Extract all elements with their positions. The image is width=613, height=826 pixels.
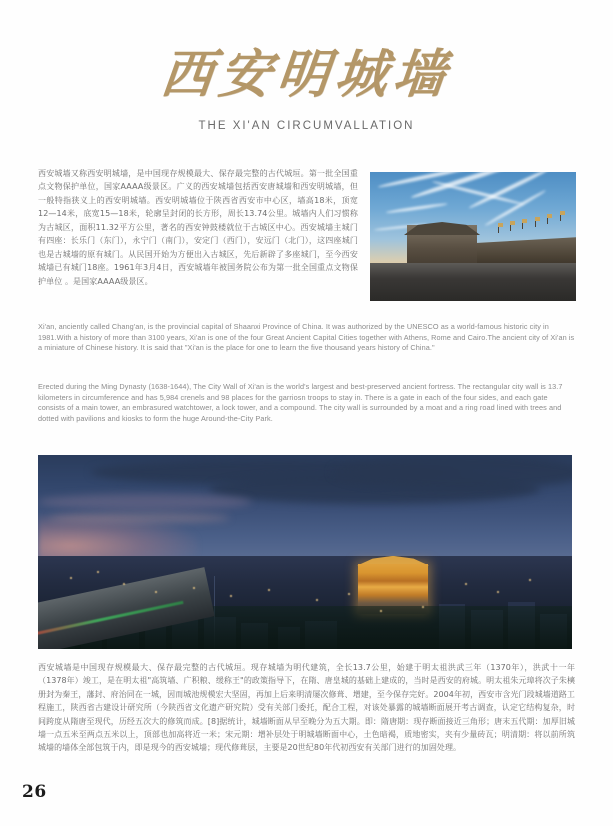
image-wall-gate-tower xyxy=(370,172,576,301)
english-paragraph-1: Xi'an, anciently called Chang'an, is the provincial capital of Shaanxi Province of China. It was authorized by the UNESCO as a world-famous historic city in 1981.With a history of more than 3100 years, Xi'an is one of the four Great Ancient Capital Cities together with Athens, Rome and Cairo.The ancient city of Xi'an is a miniature of Chinese history. It is said that "Xi'an is the place for one to learn the five thousand years history of China." xyxy=(38,322,575,353)
page-title-chinese: 西安明城墙 xyxy=(158,44,455,105)
page-header xyxy=(0,44,613,132)
page-number: 26 xyxy=(22,782,47,802)
bottom-paragraph-chinese: 西安城墙是中国现存规模最大、保存最完整的古代城垣。现存城墙为明代建筑，全长13.7公里，始建于明太祖洪武三年（1370年），洪武十一年（1378年）竣工，是在明太祖"高筑墙、广积粮、缓称王"的政策指导下，在隋、唐皇城的基础上建成的，当时是西安的府城。明太祖朱元璋将次子朱樉册封为秦王，藩封、府治同在一城，因而城池规模宏大坚固，再加上后来明清屡次修葺、增建，至今保存完好。2004年初，西安市含光门段城墙道路工程施工，陕西省古建设计研究所（今陕西省文化遗产研究院）受有关部门委托，配合工程，对该处暴露的城墙断面展开考古调查，认定它结构复杂，时间跨度从隋唐至现代，历经五次大的修筑而成。[8]据统计，城墙断面从早至晚分为五大期。即：隋唐期：现存断面接近三角形；唐末五代期：加厚旧城墙一点五米至两点五米以上，顶部也加高将近一米；宋元期：增补层处于明城墙断面中心，土色暗褐，质地密实，夹有少量砖瓦；明清期：将以前所筑城墙的墙体全部包筑于内，即是现今的西安城墙；现代修葺层，主要是20世纪80年代初西安有关部门进行的加固处理。 xyxy=(38,663,575,753)
intro-paragraph-chinese: 西安城墙又称西安明城墙，是中国现存规模最大、保存最完整的古代城垣。第一批全国重点文物保护单位，国家AAAA级景区。广义的西安城墙包括西安唐城墙和西安明城墙，但一般特指狭义上的西安明城墙。西安明城墙位于陕西省西安市中心区，墙高18米，顶宽12—14米，底宽15—18米，轮廓呈封闭的长方形，周长13.74公里。城墙内人们习惯称为古城区，面积11.32平方公里，著名的西安钟鼓楼就位于古城区中心。西安城墙主城门有四座：长乐门（东门），永宁门（南门），安定门（西门），安远门（北门），这四座城门也是古城墙的原有城门。从民国开始为方便出入古城区，先后新辟了多座城门，至今西安城墙已有城门18座。1961年3月4日，西安城墙年被国务院公布为第一批全国重点文物保护单位 。是国家AAAA级景区。 xyxy=(38,169,358,286)
page-subtitle-english: THE XI'AN CIRCUMVALLATION xyxy=(198,120,415,132)
plaza-ground xyxy=(370,263,576,301)
image-city-night-panorama xyxy=(38,455,572,649)
english-paragraph-2: Erected during the Ming Dynasty (1638-1644), The City Wall of Xi'an is the world's largest and best-preserved ancient fortress. The rectangular city wall is 13.7 kilometers in circumference and has 5,984 crenels and 98 places for the garriosn troops to stay in. There is a gate in each of the four sides, and each gate consists of a main tower, an embrasured watchtower, a lock tower, and a compound. The city wall is surrounded by a moat and a ring road lined with trees and dotted with pavilions and kiosks to form the huge Around-the-City Park. xyxy=(38,382,563,423)
